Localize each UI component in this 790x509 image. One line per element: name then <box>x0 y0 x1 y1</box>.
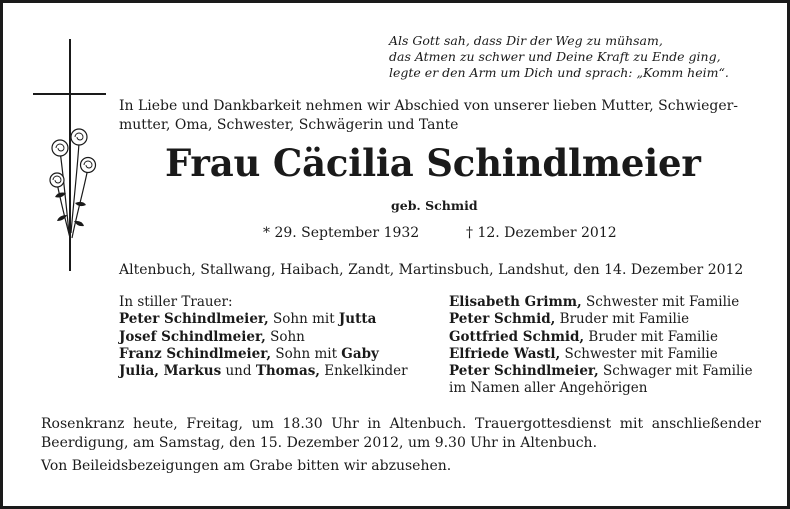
mourners-right-column <box>449 294 753 398</box>
poem-line-2: das Atmen zu schwer und Deine Kraft zu Ende ging, <box>389 49 721 64</box>
intro-line-1: In Liebe und Dankbarkeit nehmen wir Abschied von unserer lieben Mutter, Schwieger- <box>119 98 739 114</box>
service-line-1: Rosenkranz heute, Freitag, um 18.30 Uhr in Altenbuch. Trauergottesdienst mit anschließender <box>41 416 761 432</box>
mourner-row: Gottfried Schmid, Bruder mit Familie <box>449 328 718 345</box>
place-and-date: Altenbuch, Stallwang, Haibach, Zandt, Martinsbuch, Landshut, den 14. Dezember 2012 <box>119 262 744 278</box>
mourner-row: Peter Schmid, Bruder mit Familie <box>449 311 690 328</box>
mourner-row: Julia, Markus und Thomas, Enkelkinder <box>119 363 408 380</box>
cross-with-roses-icon <box>33 33 113 283</box>
mourner-row: Elfriede Wastl, Schwester mit Familie <box>449 345 718 362</box>
mourner-row: Peter Schindlmeier, Sohn mit Jutta <box>119 311 377 328</box>
service-line-2: Beerdigung, am Samstag, den 15. Dezember 2012, um 9.30 Uhr in Altenbuch. <box>41 434 598 451</box>
mourner-row: Franz Schindlmeier, Sohn mit Gaby <box>119 345 379 362</box>
intro-text <box>119 97 738 134</box>
death-date: † 12. Dezember 2012 <box>466 225 617 241</box>
mourner-row: Elisabeth Grimm, Schwester mit Familie <box>449 294 740 310</box>
closing-note: Von Beileidsbezeigungen am Grabe bitten wir abzusehen. <box>41 458 452 474</box>
mourners-heading: In stiller Trauer: <box>119 294 233 310</box>
mourners-left-column <box>119 294 408 380</box>
mourner-row: Peter Schindlmeier, Schwager mit Familie <box>449 363 753 380</box>
mourner-row: Josef Schindlmeier, Sohn <box>119 328 305 345</box>
birth-name: geb. Schmid <box>391 198 478 213</box>
birth-date: * 29. September 1932 <box>263 225 420 241</box>
poem-line-1: Als Gott sah, dass Dir der Weg zu mühsam, <box>389 33 663 48</box>
service-info <box>41 415 761 452</box>
mourner-row: im Namen aller Angehörigen <box>449 380 648 397</box>
intro-line-2: mutter, Oma, Schwester, Schwägerin und Tante <box>119 116 459 133</box>
poem-line-3: legte er den Arm um Dich und sprach: „Komm heim“. <box>389 65 729 80</box>
poem <box>389 33 729 81</box>
deceased-name: Frau Cäcilia Schindlmeier <box>165 141 701 185</box>
